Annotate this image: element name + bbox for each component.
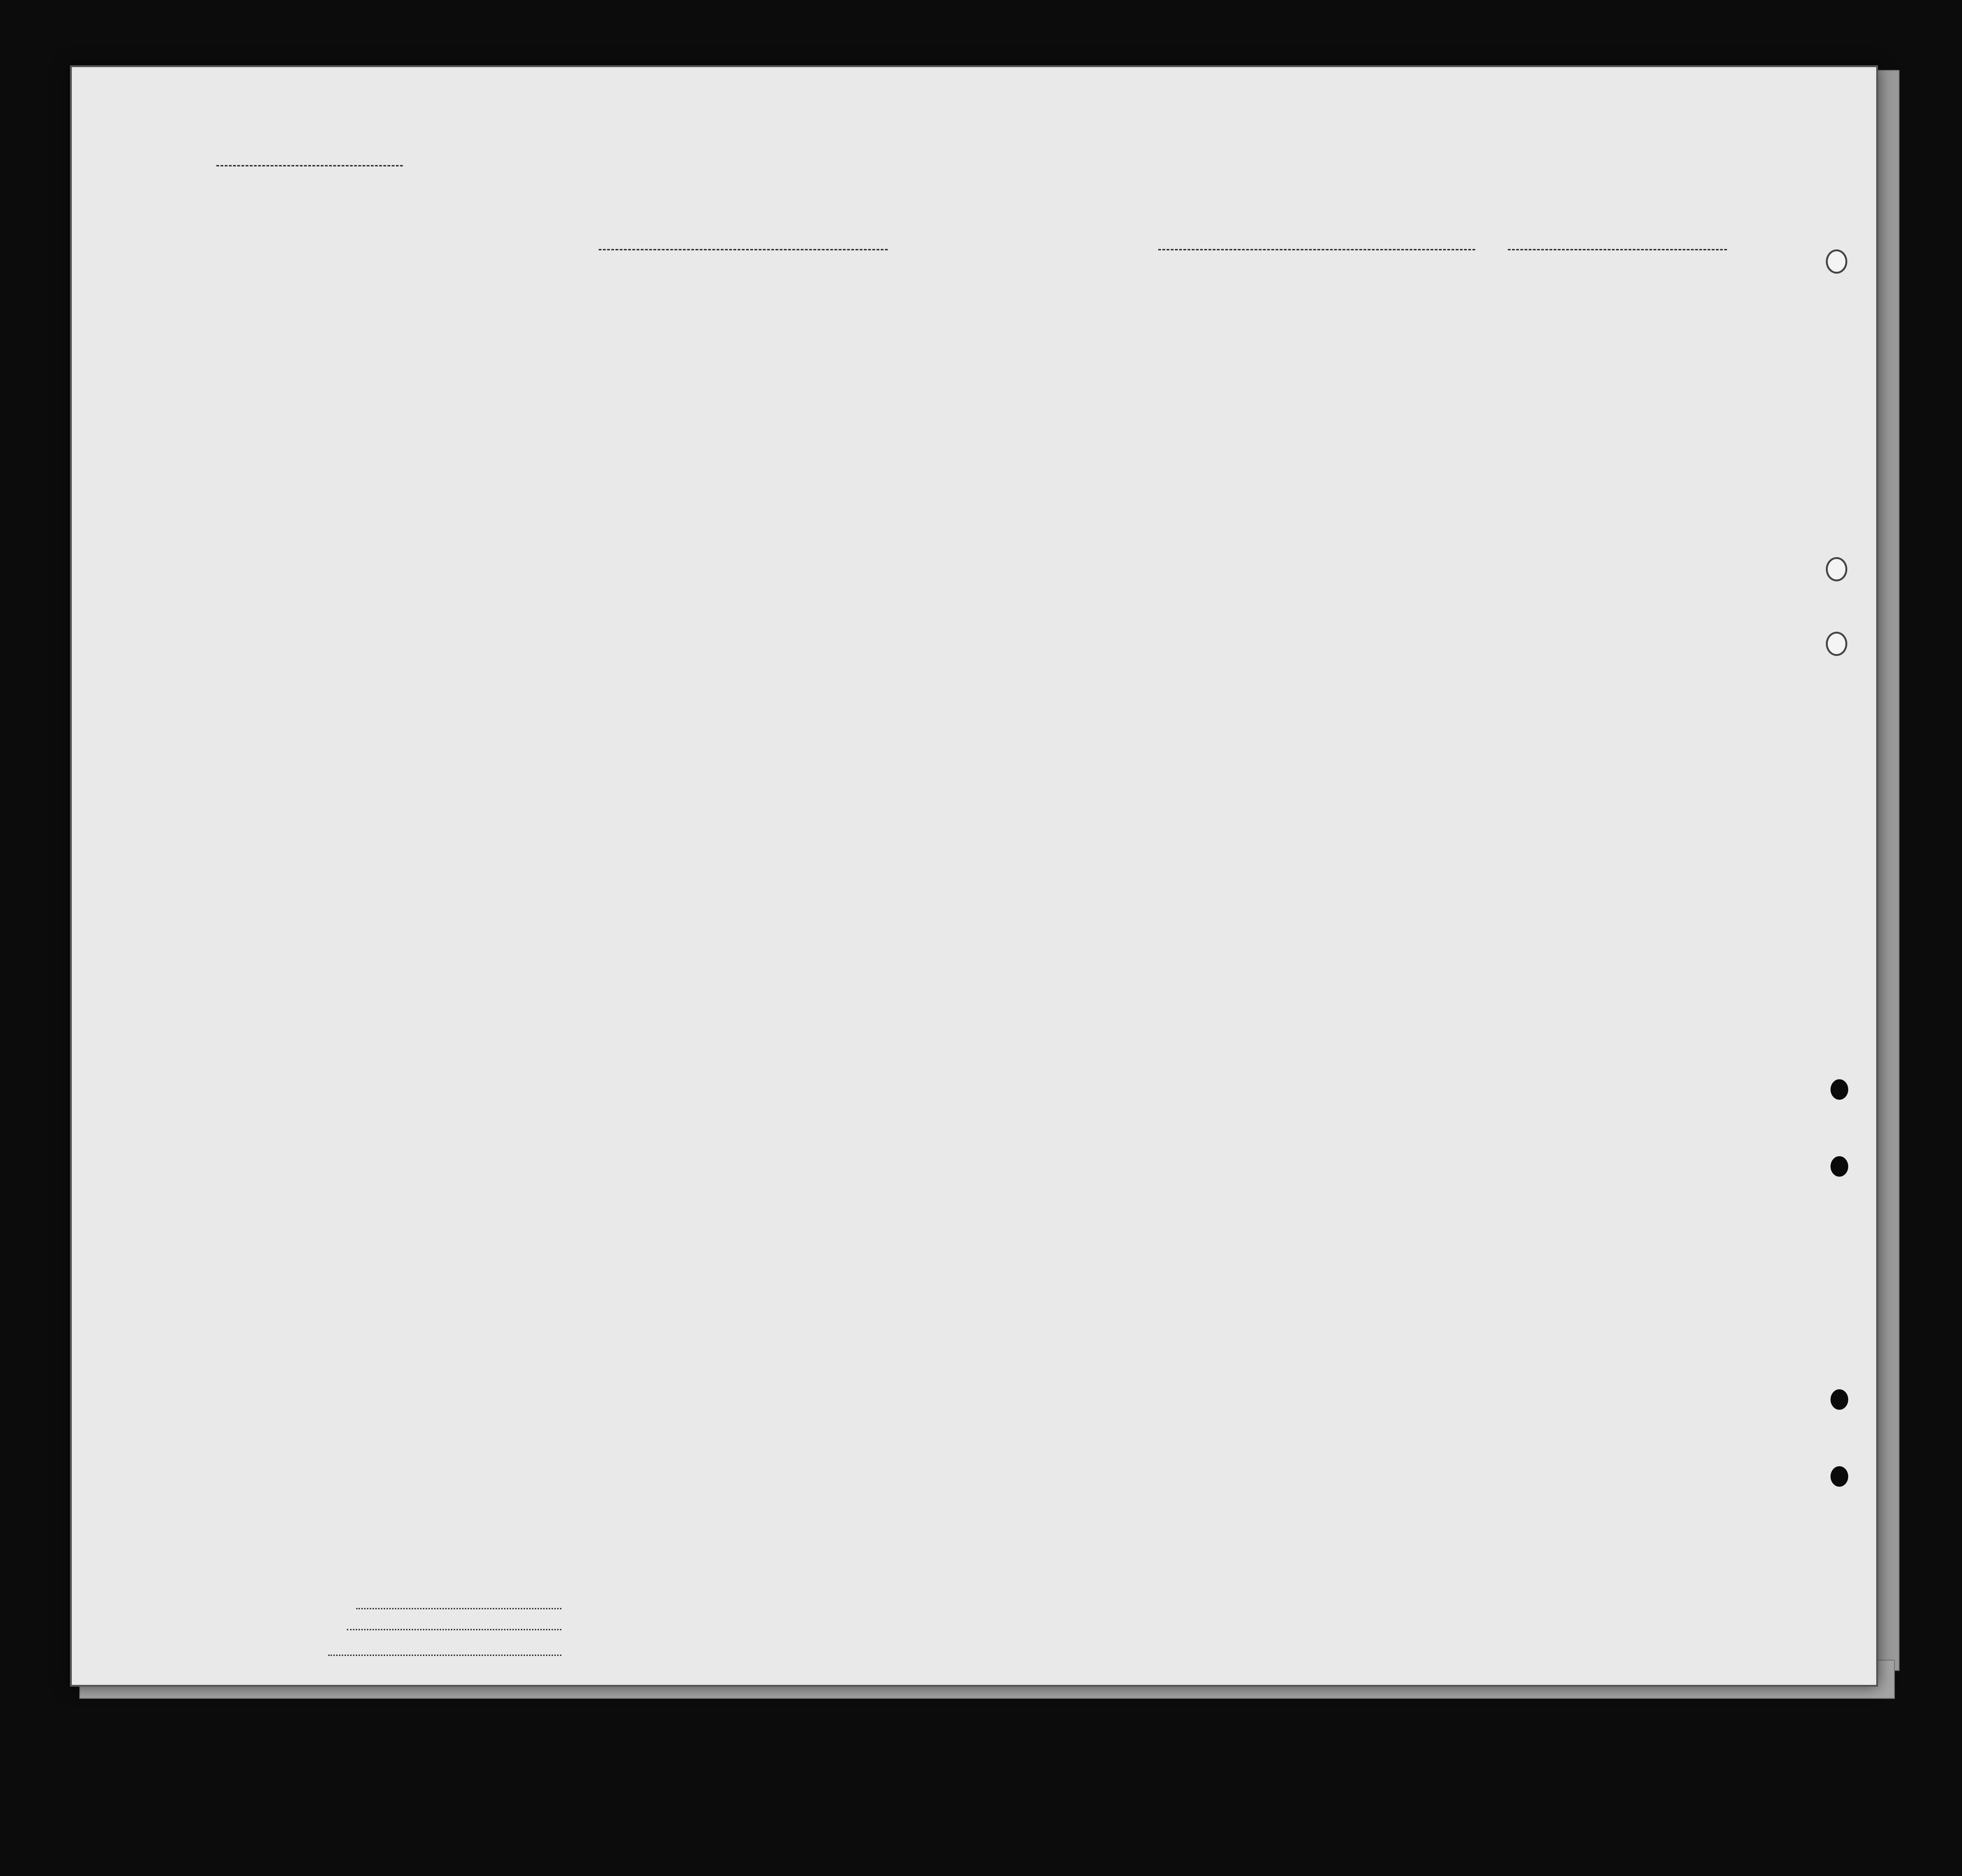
- manifest-grid: [72, 67, 1876, 1685]
- binder-hole: [1826, 632, 1847, 656]
- footer-citizens-line: [347, 1629, 561, 1630]
- binder-hole: [1831, 1466, 1848, 1487]
- binder-hole: [1831, 1156, 1848, 1177]
- binder-hole: [1826, 557, 1847, 581]
- binder-hole: [1826, 249, 1847, 274]
- footer-aliens-line: [328, 1655, 561, 1656]
- manifest-sheet: [70, 65, 1878, 1687]
- footer-total-line: [356, 1608, 561, 1609]
- binder-hole: [1831, 1079, 1848, 1100]
- binder-hole: [1831, 1389, 1848, 1410]
